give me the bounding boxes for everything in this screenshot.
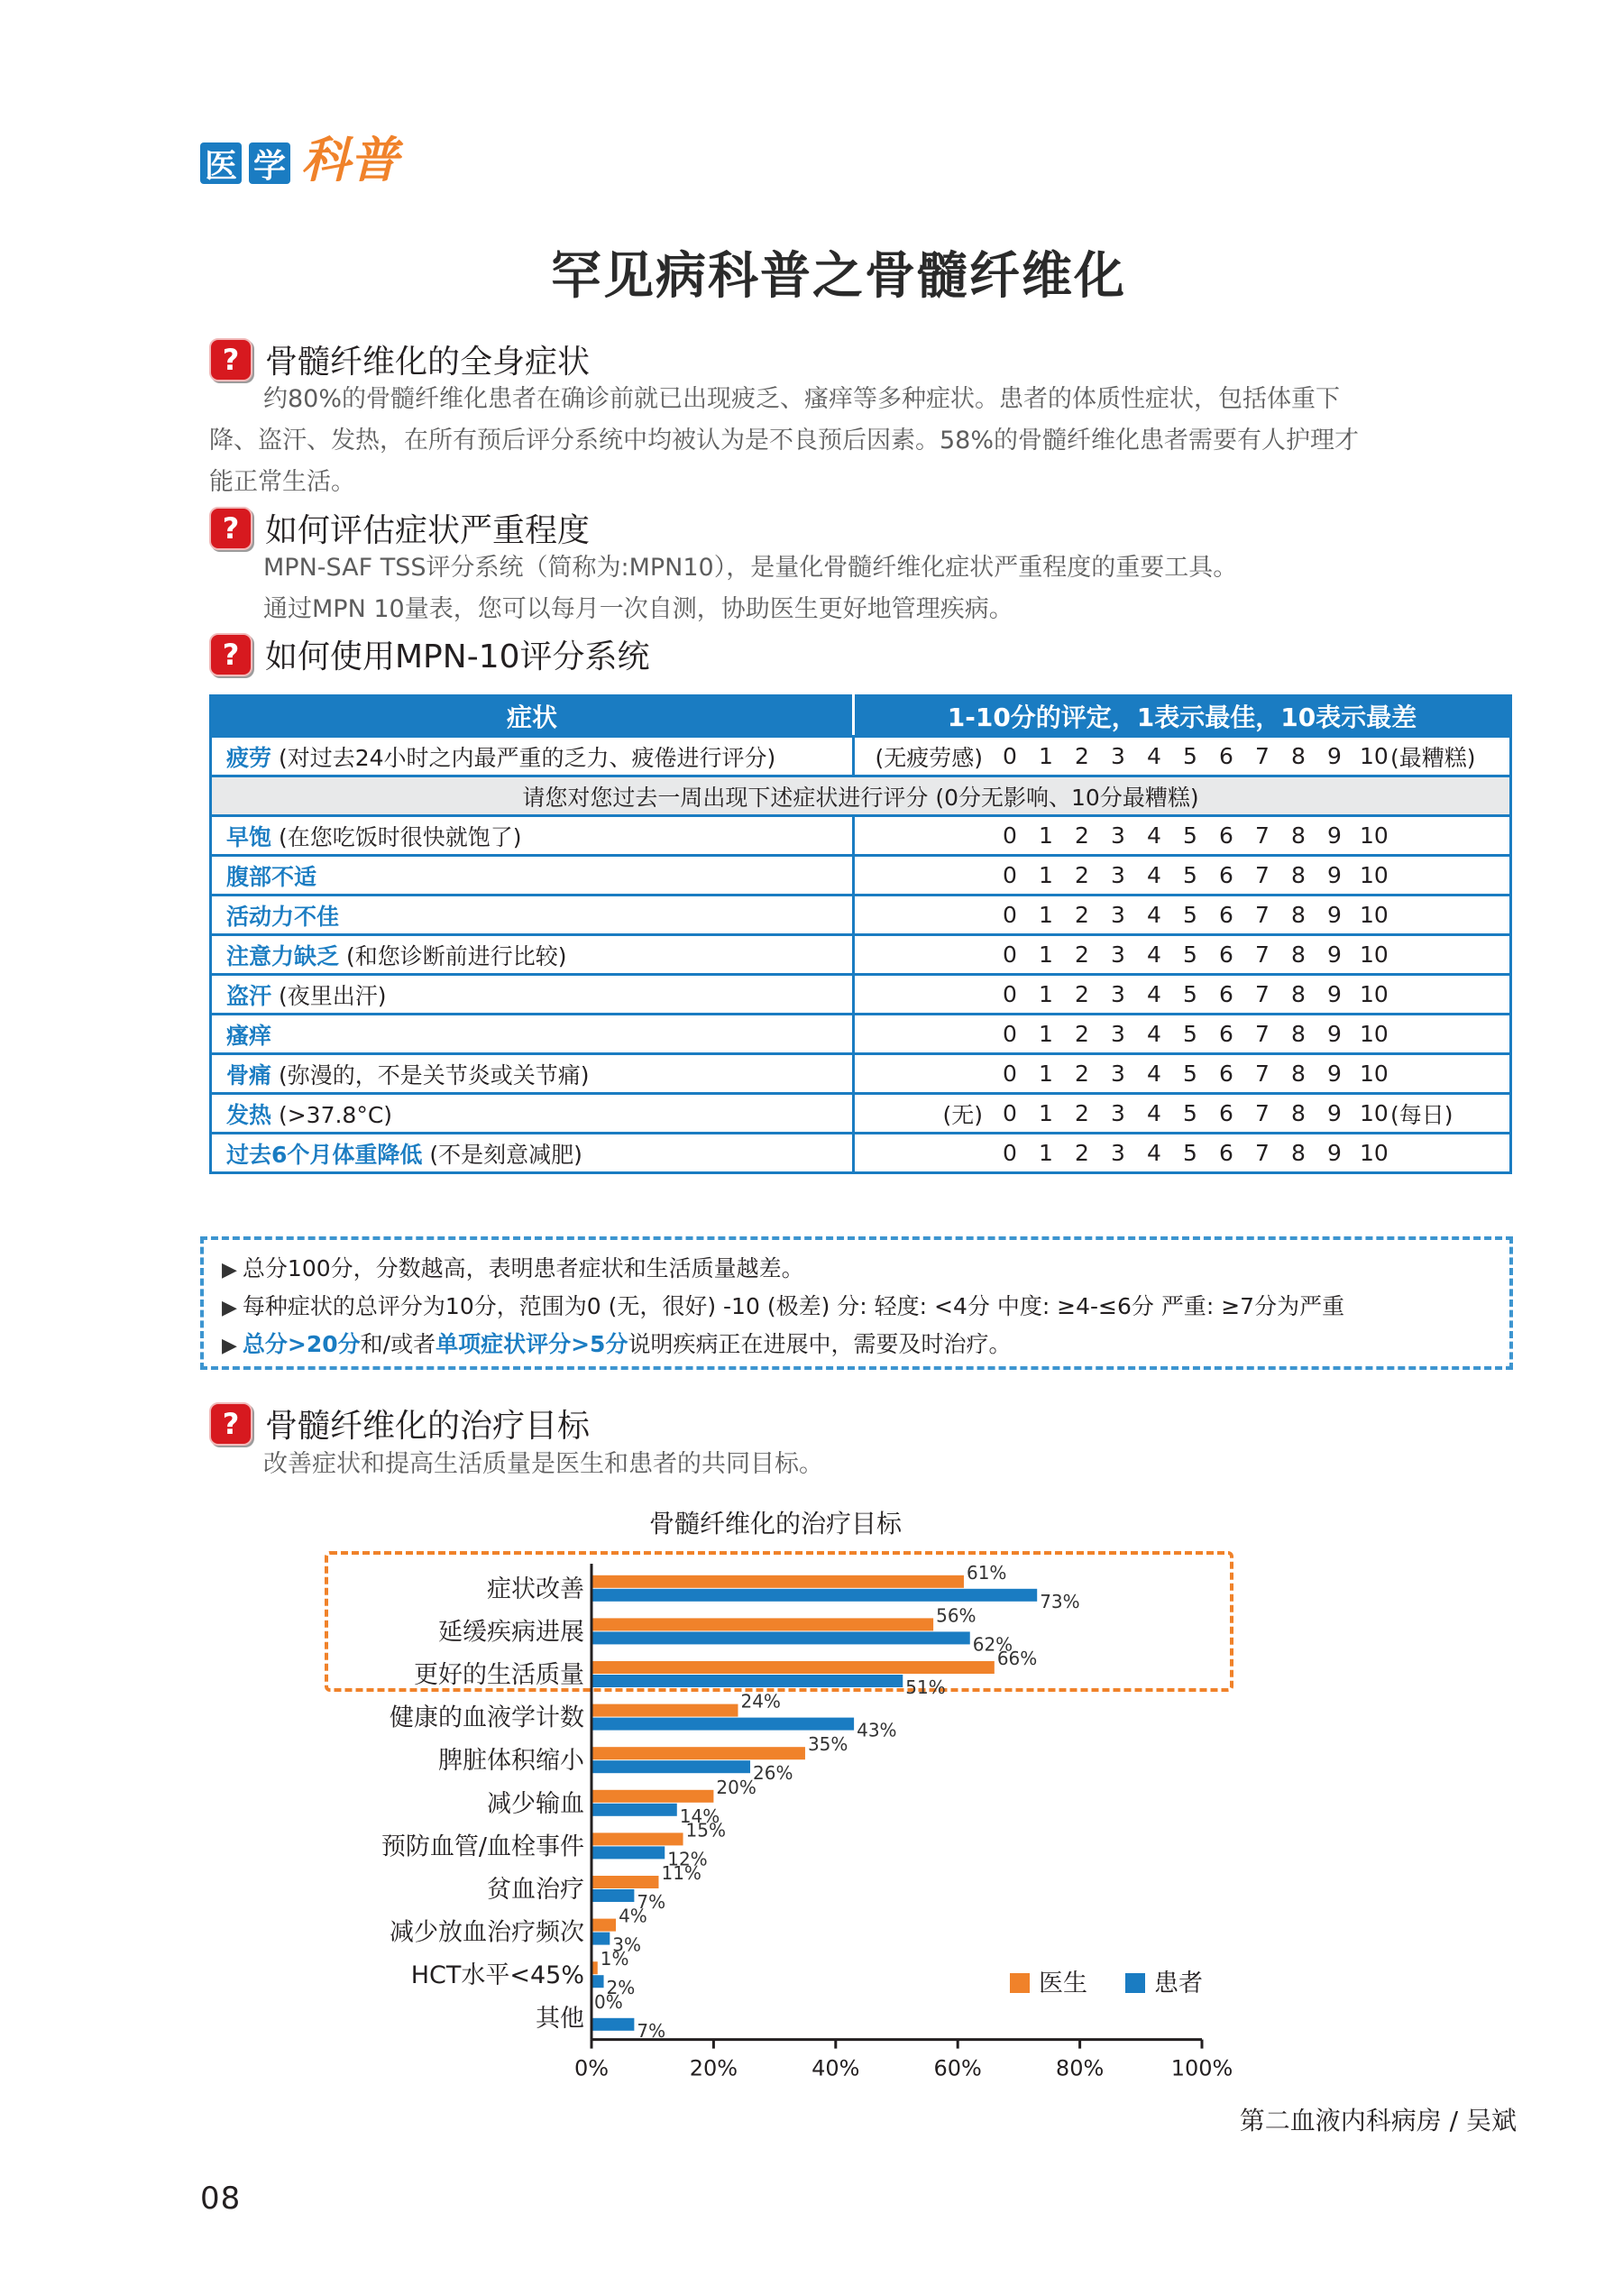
subheader-text: 请您对您过去一周出现下述症状进行评分 (0分无影响、10分最糟糕) [211, 776, 1511, 816]
scale-number: 2 [1075, 822, 1089, 849]
scale-number: 4 [1147, 902, 1161, 928]
scale-number: 3 [1111, 1061, 1125, 1087]
bar-doctor [591, 1618, 933, 1630]
scale-number: 7 [1255, 743, 1270, 769]
scale-number: 6 [1219, 1140, 1233, 1166]
scale-number: 5 [1183, 1140, 1197, 1166]
scale-number: 1 [1039, 981, 1053, 1007]
symptom-label: 发热 [226, 1101, 272, 1128]
x-tick-label: 80% [1055, 2055, 1105, 2081]
symptom-note: (>37.8°C) [271, 1101, 393, 1128]
scale-number: 8 [1291, 1021, 1306, 1047]
data-label: 61% [966, 1561, 1007, 1584]
bar-patient [591, 1846, 665, 1859]
scale-number: 7 [1255, 981, 1270, 1007]
data-label: 12% [667, 1848, 708, 1870]
page-title: 罕见病科普之骨髓纤维化 [551, 246, 1126, 306]
scale-number: 2 [1075, 1140, 1089, 1166]
scale-number: 6 [1219, 1100, 1233, 1126]
data-label: 35% [807, 1733, 848, 1756]
bar-patient [591, 1718, 854, 1731]
scale-number: 8 [1291, 1140, 1306, 1166]
bar-doctor [591, 1790, 713, 1803]
data-label: 7% [637, 1891, 666, 1913]
scale-number: 10 [1360, 822, 1389, 849]
scale-suffix: (最糟糕) [1390, 744, 1476, 771]
scale-number: 10 [1360, 743, 1389, 769]
scale-number: 7 [1255, 1021, 1270, 1047]
scale-number: 1 [1039, 743, 1053, 769]
scale-number: 10 [1360, 1140, 1389, 1166]
data-label: 20% [716, 1776, 756, 1798]
paragraph-line: 能正常生活。 [209, 468, 355, 496]
bar-patient [591, 1889, 634, 1902]
scale-number: 7 [1255, 941, 1270, 968]
scale-number: 4 [1147, 981, 1161, 1007]
scale-number: 0 [1003, 1061, 1017, 1087]
scale-number: 3 [1111, 862, 1125, 888]
scale-number: 7 [1255, 862, 1270, 888]
scale-number: 5 [1183, 822, 1197, 849]
scale-number: 4 [1147, 1100, 1161, 1126]
scale-number: 6 [1219, 941, 1233, 968]
symptom-label: 活动力不佳 [226, 903, 340, 930]
scale-number: 0 [1003, 981, 1017, 1007]
data-label: 62% [972, 1633, 1013, 1656]
section-title: 骨髓纤维化的全身症状 [265, 344, 591, 381]
legend-label: 患者 [1154, 1970, 1203, 1998]
bar-patient [591, 1933, 610, 1945]
data-label: 73% [1040, 1590, 1080, 1612]
scale-prefix: (无疲劳感) [875, 744, 983, 771]
scale-number: 8 [1291, 902, 1306, 928]
bar-patient [591, 1975, 604, 1988]
scale-number: 4 [1147, 1021, 1161, 1047]
question-icon: ? [209, 338, 252, 381]
scale-number: 3 [1111, 1021, 1125, 1047]
scale-number: 9 [1327, 1021, 1342, 1047]
scale-number: 2 [1075, 981, 1089, 1007]
data-label: 24% [740, 1690, 781, 1713]
paragraph-line: 通过MPN 10量表，您可以每月一次自测，协助医生更好地管理疾病。 [263, 595, 1013, 623]
scale-number: 9 [1327, 862, 1342, 888]
scale-number: 2 [1075, 1061, 1089, 1087]
legend-label: 医生 [1039, 1970, 1087, 1998]
symptom-note: (夜里出汗) [271, 982, 387, 1009]
scale-number: 0 [1003, 902, 1017, 928]
header-scale: 1-10分的评定，1表示最佳，10表示最差 [854, 696, 1511, 737]
x-tick-label: 100% [1170, 2055, 1233, 2081]
bar-patient [591, 1804, 677, 1816]
data-label: 3% [612, 1933, 642, 1956]
symptom-note: (对过去24小时之内最严重的乏力、疲倦进行评分) [271, 744, 776, 771]
section-title: 如何评估症状严重程度 [265, 512, 591, 549]
bar-doctor [591, 1661, 995, 1674]
bar-doctor [591, 1876, 658, 1888]
data-label: 11% [661, 1862, 701, 1884]
note-line: ▶ 总分100分，分数越高，表明患者症状和生活质量越差。 [222, 1255, 804, 1281]
scale-number: 1 [1039, 1100, 1053, 1126]
scale-number: 7 [1255, 1100, 1270, 1126]
scale-number: 4 [1147, 822, 1161, 849]
data-label: 4% [619, 1905, 647, 1927]
x-tick-label: 40% [812, 2055, 860, 2081]
scale-number: 10 [1360, 1061, 1389, 1087]
section-title: 如何使用MPN-10评分系统 [265, 638, 650, 675]
scale-number: 5 [1183, 941, 1197, 968]
scale-number: 0 [1003, 822, 1017, 849]
category-label: 减少放血治疗频次 [390, 1918, 584, 1947]
scale-number: 6 [1219, 902, 1233, 928]
scale-number: 0 [1003, 743, 1017, 769]
bar-doctor [591, 1575, 964, 1588]
triangle-icon: ▶ [222, 1297, 237, 1319]
bar-doctor [591, 1832, 683, 1845]
scale-number: 6 [1219, 862, 1233, 888]
scale-number: 5 [1183, 743, 1197, 769]
scale-number: 10 [1360, 1021, 1389, 1047]
scale-number: 3 [1111, 902, 1125, 928]
page-number: 08 [200, 2181, 242, 2217]
bar-doctor [591, 1704, 738, 1717]
data-label: 15% [685, 1819, 727, 1841]
data-label: 43% [857, 1719, 897, 1741]
scale-number: 3 [1111, 822, 1125, 849]
scale-number: 5 [1183, 1100, 1197, 1126]
data-label: 7% [637, 2019, 666, 2042]
category-label: 贫血治疗 [487, 1876, 584, 1904]
legend-swatch [1010, 1973, 1030, 1993]
scale-number: 3 [1111, 1100, 1125, 1126]
scale-number: 9 [1327, 1061, 1342, 1087]
scale-number: 2 [1075, 862, 1089, 888]
x-tick-label: 20% [689, 2055, 738, 2081]
note-line: ▶ 总分>20分和/或者单项症状评分>5分说明疾病正在进展中，需要及时治疗。 [222, 1331, 1012, 1357]
scale-number: 1 [1039, 862, 1053, 888]
badge-char-2: 学 [249, 142, 290, 184]
paragraph-line: 改善症状和提高生活质量是医生和患者的共同目标。 [263, 1450, 823, 1478]
scale-number: 0 [1003, 1021, 1017, 1047]
scale-number: 10 [1360, 862, 1389, 888]
scale-suffix: (每日) [1390, 1101, 1453, 1128]
scale-number: 8 [1291, 981, 1306, 1007]
note-line: ▶ 每种症状的总评分为10分，范围为0 (无，很好) -10 (极差) 分: 轻度: <4分 中度: ≥4-≤6分 严重: ≥7分为严重 [222, 1293, 1345, 1319]
scale-number: 10 [1360, 1100, 1389, 1126]
x-tick-label: 60% [933, 2055, 982, 2081]
badge-char-1: 医 [200, 142, 242, 184]
category-label: 预防血管/血栓事件 [381, 1832, 584, 1861]
scale-number: 0 [1003, 1100, 1017, 1126]
scale-number: 2 [1075, 1100, 1089, 1126]
header-symptom: 症状 [211, 696, 854, 737]
bar-patient [591, 1675, 903, 1687]
scale-number: 0 [1003, 862, 1017, 888]
bar-patient [591, 1631, 970, 1644]
scale-number: 2 [1075, 941, 1089, 968]
scale-number: 7 [1255, 1061, 1270, 1087]
category-label: 脾脏体积缩小 [438, 1747, 584, 1776]
bar-doctor [591, 1919, 616, 1932]
bar-patient [591, 1589, 1037, 1602]
scale-number: 3 [1111, 1140, 1125, 1166]
scale-number: 7 [1255, 902, 1270, 928]
scale-number: 10 [1360, 981, 1389, 1007]
chart-title: 骨髓纤维化的治疗目标 [648, 1509, 902, 1538]
scale-number: 5 [1183, 1061, 1197, 1087]
symptom-label: 瘙痒 [226, 1022, 272, 1049]
scale-number: 9 [1327, 902, 1342, 928]
scale-number: 5 [1183, 981, 1197, 1007]
scale-number: 9 [1327, 822, 1342, 849]
scale-number: 8 [1291, 1100, 1306, 1126]
scale-number: 6 [1219, 1061, 1233, 1087]
symptom-note: (在您吃饭时很快就饱了) [271, 823, 522, 850]
symptom-label: 疲劳 [226, 744, 272, 771]
paragraph-line: 降、盗汗、发热，在所有预后评分系统中均被认为是不良预后因素。58%的骨髓纤维化患者需要有人护理才 [209, 427, 1360, 455]
x-tick-label: 0% [573, 2055, 610, 2081]
symptom-label: 早饱 [226, 823, 272, 850]
symptom-label: 腹部不适 [226, 863, 317, 890]
data-label: 56% [936, 1604, 977, 1627]
scale-number: 8 [1291, 822, 1306, 849]
category-label: 减少输血 [487, 1789, 584, 1818]
scale-number: 8 [1291, 862, 1306, 888]
category-label: 症状改善 [487, 1575, 584, 1603]
scale-number: 4 [1147, 743, 1161, 769]
scale-number: 0 [1003, 1140, 1017, 1166]
data-label: 1% [600, 1948, 629, 1970]
scale-number: 8 [1291, 743, 1306, 769]
scale-number: 6 [1219, 743, 1233, 769]
data-label: 2% [606, 1977, 636, 1999]
scale-number: 0 [1003, 941, 1017, 968]
scale-number: 1 [1039, 1061, 1053, 1087]
bar-patient [591, 1760, 750, 1773]
scale-number: 1 [1039, 902, 1053, 928]
symptom-note: (和您诊断前进行比较) [339, 942, 567, 969]
data-label: 51% [905, 1676, 946, 1698]
question-icon: ? [209, 507, 252, 550]
scale-number: 3 [1111, 941, 1125, 968]
category-label: HCT水平<45% [410, 1961, 584, 1990]
bar-doctor [591, 1747, 805, 1759]
scale-number: 9 [1327, 941, 1342, 968]
scale-number: 5 [1183, 862, 1197, 888]
section-title: 骨髓纤维化的治疗目标 [265, 1408, 591, 1445]
data-label: 0% [594, 1990, 623, 2013]
symptom-label: 过去6个月体重降低 [226, 1141, 423, 1168]
paragraph-line: MPN-SAF TSS评分系统（简称为:MPN10），是量化骨髓纤维化症状严重程度的重要工具。 [263, 554, 1238, 582]
symptom-note: (弥漫的，不是关节炎或关节痛) [271, 1061, 590, 1088]
bar-patient [591, 2018, 634, 2031]
scale-number: 4 [1147, 1140, 1161, 1166]
scale-number: 9 [1327, 981, 1342, 1007]
scale-prefix: (无) [942, 1101, 983, 1128]
category-label: 其他 [536, 2004, 584, 2033]
triangle-icon: ▶ [222, 1259, 237, 1281]
scale-number: 10 [1360, 941, 1389, 968]
data-label: 66% [996, 1648, 1038, 1669]
author-credit: 第二血液内科病房 / 吴斌 [1239, 2106, 1517, 2135]
category-label: 健康的血液学计数 [390, 1704, 584, 1732]
scale-number: 4 [1147, 862, 1161, 888]
scale-number: 5 [1183, 1021, 1197, 1047]
legend-swatch [1125, 1973, 1145, 1993]
symptom-label: 骨痛 [226, 1061, 272, 1088]
data-label: 26% [753, 1762, 793, 1785]
scale-number: 1 [1039, 1021, 1053, 1047]
scale-number: 4 [1147, 1061, 1161, 1087]
scale-number: 4 [1147, 941, 1161, 968]
scale-number: 9 [1327, 1100, 1342, 1126]
scale-number: 3 [1111, 743, 1125, 769]
symptom-label: 注意力缺乏 [226, 942, 340, 969]
scale-number: 7 [1255, 822, 1270, 849]
scale-number: 8 [1291, 941, 1306, 968]
scale-number: 2 [1075, 902, 1089, 928]
scale-number: 9 [1327, 1140, 1342, 1166]
scale-number: 8 [1291, 1061, 1306, 1087]
scale-number: 1 [1039, 941, 1053, 968]
scale-number: 2 [1075, 743, 1089, 769]
question-icon: ? [209, 633, 252, 676]
scale-number: 3 [1111, 981, 1125, 1007]
scale-number: 9 [1327, 743, 1342, 769]
symptom-note: (不是刻意减肥) [422, 1141, 582, 1168]
category-label: 更好的生活质量 [414, 1661, 584, 1689]
scale-number: 10 [1360, 902, 1389, 928]
triangle-icon: ▶ [222, 1335, 237, 1357]
scale-number: 6 [1219, 981, 1233, 1007]
scale-number: 2 [1075, 1021, 1089, 1047]
scale-number: 7 [1255, 1140, 1270, 1166]
category-label: 延缓疾病进展 [438, 1618, 584, 1647]
scale-number: 1 [1039, 822, 1053, 849]
question-icon: ? [209, 1402, 252, 1446]
badge-tail: 科普 [301, 131, 399, 188]
symptom-label: 盗汗 [226, 982, 272, 1009]
scale-number: 6 [1219, 822, 1233, 849]
scale-number: 1 [1039, 1140, 1053, 1166]
scale-number: 5 [1183, 902, 1197, 928]
scale-number: 6 [1219, 1021, 1233, 1047]
paragraph-line: 约80%的骨髓纤维化患者在确诊前就已出现疲乏、瘙痒等多种症状。患者的体质性症状，包括体重下 [263, 385, 1341, 413]
data-label: 14% [679, 1805, 720, 1827]
